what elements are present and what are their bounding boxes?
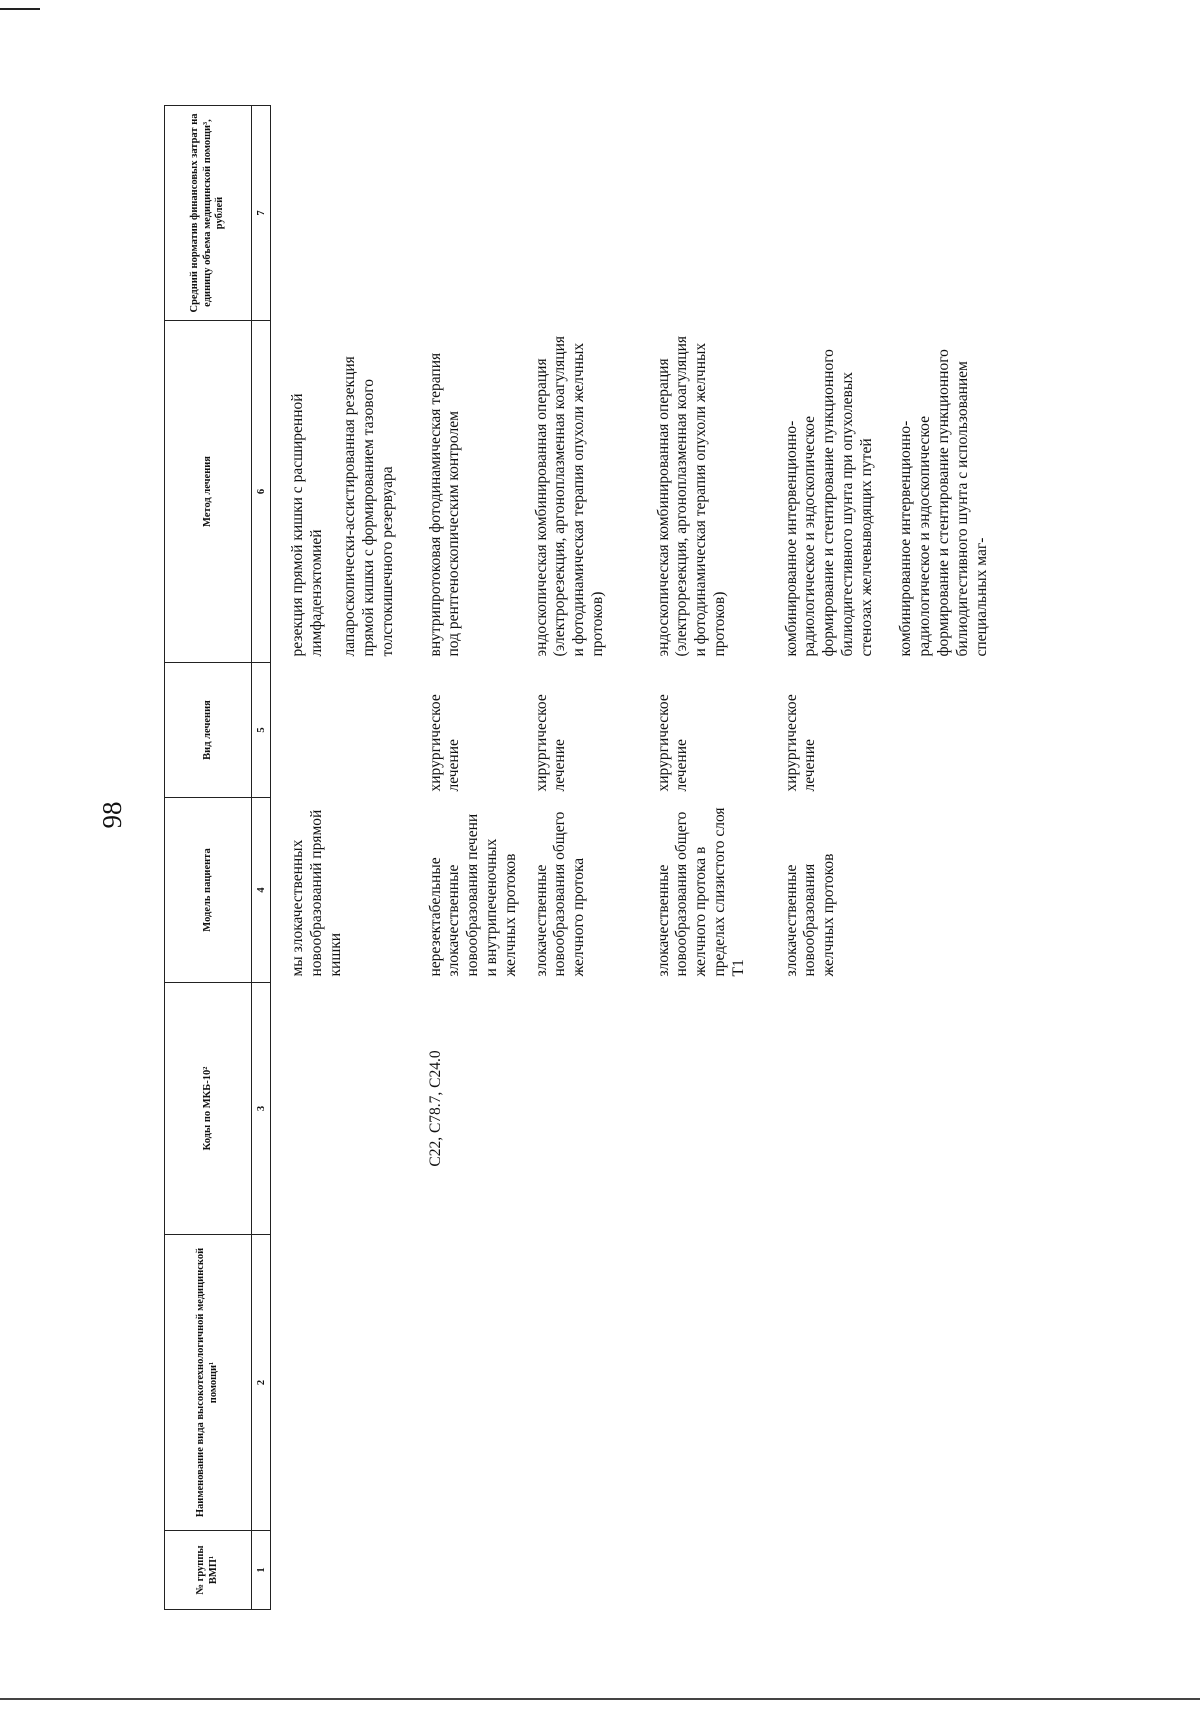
header-icd-codes: Коды по МКБ-10²	[165, 983, 252, 1235]
header-treatment-method: Метод лечения	[165, 321, 252, 663]
treatment-type: хирургическое лечение	[654, 694, 691, 792]
table-row	[783, 106, 1033, 1610]
table-row	[533, 106, 655, 1610]
treatment-method	[427, 321, 533, 663]
method-text: внутрипротоковая фотодинамическая терапия под рентгеноскопическим контролем	[426, 352, 463, 657]
column-number: 1	[252, 1531, 271, 1610]
column-number: 7	[252, 106, 271, 321]
patient-model: мы злокачественных новообразований прямой кишки	[289, 809, 344, 977]
treatment-method	[271, 321, 427, 663]
table-row	[655, 106, 783, 1610]
column-number: 5	[252, 663, 271, 798]
treatment-type	[271, 663, 427, 798]
corner-scan-line	[0, 8, 40, 10]
icd-codes	[655, 983, 783, 1235]
column-number: 3	[252, 983, 271, 1235]
patient-model: злокачественные новообразования желчных протоков	[782, 853, 838, 977]
treatment-method	[783, 321, 1033, 663]
column-number: 2	[252, 1235, 271, 1531]
rotated-table-frame	[164, 106, 1064, 1610]
method-text: комбинированное интервенционно-радиологическое и эндоскопическое формирование и стентирование пункционного билиодигестивного шунта при опухолевых стенозах желчевыводящих путей	[782, 349, 876, 657]
icd-codes: C22, C78.7, C24.0	[426, 1050, 444, 1167]
method-text: эндоскопическая комбинированная операция (электрорезекция, аргоноплазменная коагуляция и фотодинамическая терапия опухоли желчных протоков)	[532, 335, 607, 657]
header-patient-model: Модель пациента	[165, 798, 252, 983]
header-financing-norm: Средний норматив финансовых затрат на единицу объема медицинской помощи³, рублей	[165, 106, 252, 321]
patient-model: злокачественные новообразования общего желчного протока	[532, 811, 588, 977]
header-group-number: № группы ВМП¹	[165, 1531, 252, 1610]
column-number: 6	[252, 321, 271, 663]
page-number: 98	[97, 801, 127, 829]
patient-model: нерезектабельные злокачественные новообразования печени и внутрипеченочных желчных протоков	[426, 813, 520, 977]
treatment-type: хирургическое лечение	[782, 694, 819, 792]
treatment-type: хирургическое лечение	[532, 694, 569, 792]
header-vmp-name: Наименование вида высокотехнологичной медицинской помощи¹	[165, 1235, 252, 1531]
patient-model: злокачественные новообразования общего желчного протока в пределах слизистого слоя T1	[654, 807, 748, 977]
treatment-method	[533, 321, 655, 663]
treatment-type: хирургическое лечение	[426, 694, 463, 792]
method-text: лапароскопически-ассистированная резекция прямой кишки с формированием тазового толстокишечного резервуара	[340, 356, 396, 657]
header-treatment-type: Вид лечения	[165, 663, 252, 798]
bottom-scan-line	[0, 1698, 1200, 1700]
vmp-table	[164, 105, 1033, 1610]
table-row	[271, 106, 427, 1610]
table-row	[427, 106, 533, 1610]
method-text: комбинированное интервенционно-радиологическое и эндоскопическое формирование и стентирование пункционного билиодигестивного шунта с использованием специальных маг-	[897, 349, 990, 657]
icd-codes	[783, 983, 1033, 1235]
icd-codes	[271, 983, 427, 1235]
icd-codes	[533, 983, 655, 1235]
treatment-method	[655, 321, 783, 663]
header-row	[165, 106, 252, 1610]
column-number: 4	[252, 798, 271, 983]
method-text: эндоскопическая комбинированная операция (электрорезекция, аргоноплазменная коагуляция и фотодинамическая терапия опухоли желчных протоков)	[654, 335, 729, 657]
method-text: резекция прямой кишки с расширенной лимфаденэктомией	[289, 393, 325, 657]
column-number-row	[252, 106, 271, 1610]
